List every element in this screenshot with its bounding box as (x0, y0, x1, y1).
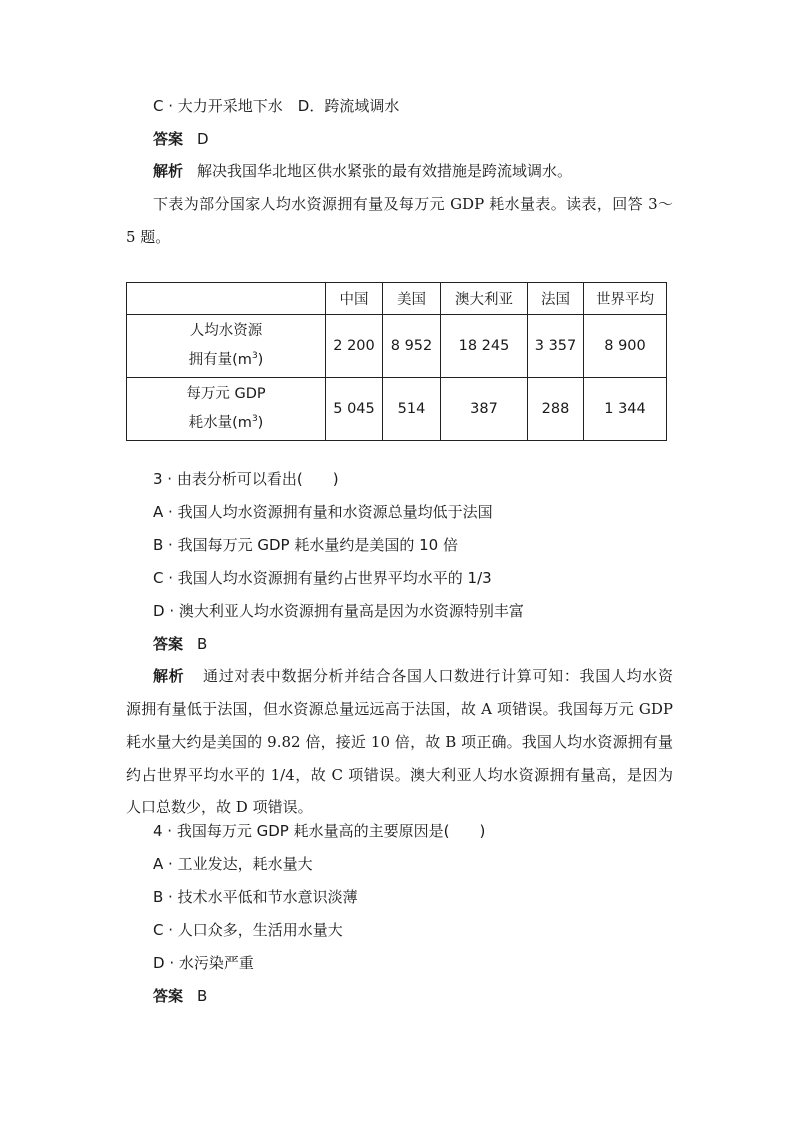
answer-value: D (197, 130, 209, 148)
table-cell: 514 (383, 378, 441, 441)
explanation-label: 解析 (153, 667, 185, 685)
question-3-option-c: C · 我国人均水资源拥有量约占世界平均水平的 1/3 (153, 569, 492, 587)
question-4-option-d: D · 水污染严重 (153, 954, 254, 972)
explanation-3-line-2: 源拥有量低于法国，但水资源总量远远高于法国，故 A 项错误。我国每万元 GDP (126, 700, 673, 718)
table-cell: 1 344 (584, 378, 667, 441)
header-australia: 澳大利亚 (441, 283, 528, 315)
explanation-3-line-1 (153, 666, 673, 686)
table-row (127, 315, 667, 378)
explanation-3-line-5: 人口总数少，故 D 项错误。 (126, 798, 313, 816)
row-label-line2: 耗水量$(m^3)$ (188, 414, 264, 431)
header-usa: 美国 (383, 283, 441, 315)
table-cell: 2 200 (326, 315, 383, 378)
row-label-line1: 人均水资源 (189, 323, 263, 339)
table-cell: 288 (528, 378, 584, 441)
table-cell: 18 245 (441, 315, 528, 378)
option-c-d-line: C · 大力开采地下水 D．跨流域调水 (153, 97, 400, 115)
row-label-per-capita (127, 315, 326, 378)
row-label-gdp-consumption (127, 378, 326, 441)
question-3-option-a: A · 我国人均水资源拥有量和水资源总量均低于法国 (153, 503, 493, 521)
row-label-line2: 拥有量$(m^3)$ (188, 351, 264, 368)
question-4-stem: 4 · 我国每万元 GDP 耗水量高的主要原因是( ) (153, 822, 486, 840)
explanation-text: 通过对表中数据分析并结合各国人口数进行计算可知：我国人均水资 (202, 667, 673, 685)
answer-4 (153, 986, 207, 1006)
answer-3 (153, 634, 207, 654)
table-cell: 5 045 (326, 378, 383, 441)
table-intro-line-1: 下表为部分国家人均水资源拥有量及每万元 GDP 耗水量表。读表，回答 3～ (153, 195, 673, 213)
question-3-option-d: D · 澳大利亚人均水资源拥有量高是因为水资源特别丰富 (153, 602, 524, 620)
answer-value: B (197, 987, 208, 1005)
table-cell: 3 357 (528, 315, 584, 378)
question-4-option-c: C · 人口众多，生活用水量大 (153, 921, 343, 939)
table-cell: 8 952 (383, 315, 441, 378)
table-cell: 8 900 (584, 315, 667, 378)
explanation-1 (153, 161, 572, 181)
header-china: 中国 (326, 283, 383, 315)
answer-value: B (197, 635, 208, 653)
question-4-option-b: B · 技术水平低和节水意识淡薄 (153, 888, 358, 906)
table-header-row (127, 283, 667, 315)
question-3-option-b: B · 我国每万元 GDP 耗水量约是美国的 10 倍 (153, 536, 458, 554)
table-cell: 387 (441, 378, 528, 441)
explanation-3-line-3: 耗水量大约是美国的 9.82 倍，接近 10 倍，故 B 项正确。我国人均水资源拥有量 (126, 733, 673, 751)
table-row (127, 378, 667, 441)
table-intro-line-2: 5 题。 (126, 228, 171, 246)
answer-1 (153, 129, 209, 149)
question-4-option-a: A · 工业发达，耗水量大 (153, 855, 313, 873)
question-3-stem: 3 · 由表分析可以看出( ) (153, 470, 339, 488)
row-label-line1: 每万元 GDP (186, 386, 266, 402)
header-empty-cell (127, 283, 326, 315)
explanation-text: 解决我国华北地区供水紧张的最有效措施是跨流域调水。 (197, 162, 573, 180)
header-world-average: 世界平均 (584, 283, 667, 315)
header-france: 法国 (528, 283, 584, 315)
explanation-3-line-4: 约占世界平均水平的 1/4，故 C 项错误。澳大利亚人均水资源拥有量高，是因为 (126, 766, 673, 784)
water-resource-table (126, 282, 667, 441)
explanation-label: 解析 (153, 162, 184, 180)
answer-label: 答案 (153, 635, 184, 653)
answer-label: 答案 (153, 987, 184, 1005)
answer-label: 答案 (153, 130, 184, 148)
